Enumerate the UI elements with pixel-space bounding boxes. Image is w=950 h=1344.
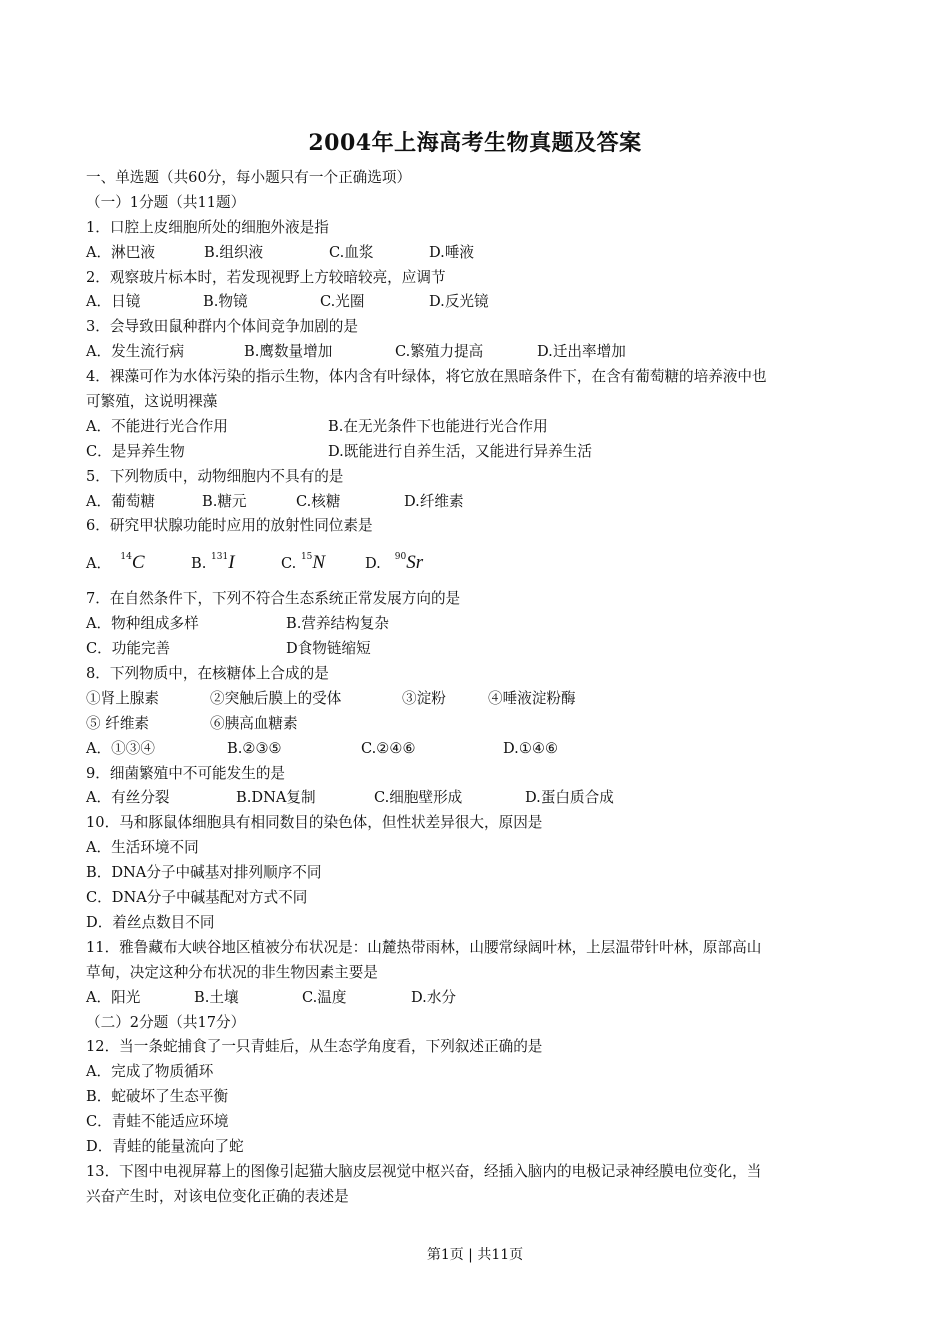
option-b: B.在无光条件下也能进行光合作用 <box>328 417 548 435</box>
option-b: B.土壤 <box>194 988 239 1006</box>
option-a: A．发生流行病 <box>86 343 185 361</box>
option-d: D．青蛙的能量流向了蛇 <box>86 1137 244 1155</box>
option-a: A．有丝分裂 <box>86 789 170 807</box>
question-11-options <box>86 986 876 1011</box>
option-b: B.②③⑤ <box>227 739 282 757</box>
part-heading: （二）2分题（共17分） <box>86 1013 246 1031</box>
mass-number: 131 <box>211 552 229 563</box>
option-b <box>191 552 281 574</box>
option-d: D.唾液 <box>429 243 475 261</box>
section-heading: 一、单选题（共60分，每小题只有一个正确选项） <box>86 169 412 186</box>
question-8-stem: 8．下列物质中，在核糖体上合成的是 <box>86 665 329 683</box>
item-3: ③淀粉 <box>402 689 446 707</box>
option-c: C.②④⑥ <box>361 739 416 757</box>
option-b-label: B. <box>191 555 207 573</box>
option-d: D.蛋白质合成 <box>525 789 614 807</box>
page-title: 2004年上海高考生物真题及答案 <box>308 130 642 156</box>
question-5-options <box>86 490 876 515</box>
option-c-label: C. <box>281 555 297 573</box>
item-4: ④唾液淀粉酶 <box>488 689 576 707</box>
option-a <box>86 552 191 574</box>
question-10-stem: 10．马和豚鼠体细胞具有相同数目的染色体，但性状差异很大，原因是 <box>86 814 543 832</box>
option-c: C.血浆 <box>329 243 374 261</box>
option-a: A．①③④ <box>86 739 155 757</box>
item-5: ⑤ 纤维素 <box>86 714 150 732</box>
option-a: A．日镜 <box>86 293 141 311</box>
option-c: C．DNA分子中碱基配对方式不同 <box>86 889 308 907</box>
question-9-stem: 9．细菌繁殖中不可能发生的是 <box>86 764 286 782</box>
question-4-options-ab <box>86 415 876 440</box>
question-7-stem: 7．在自然条件下，下列不符合生态系统正常发展方向的是 <box>86 590 461 608</box>
element-symbol: N <box>312 552 326 574</box>
option-c: C.光圈 <box>320 293 365 311</box>
element-symbol: C <box>131 552 145 574</box>
option-c: C．功能完善 <box>86 640 171 658</box>
question-4-options-cd <box>86 440 876 465</box>
option-a: A．阳光 <box>86 988 141 1006</box>
question-2-stem: 2．观察玻片标本时，若发现视野上方较暗较亮，应调节 <box>86 268 446 286</box>
page-number: 第1页 | 共11页 <box>426 1247 524 1263</box>
question-13-stem: 13．下图中电视屏幕上的图像引起猫大脑皮层视觉中枢兴奋，经插入脑内的电极记录神经膜电位变化，当 <box>86 1162 762 1180</box>
option-b: B.物镜 <box>203 293 248 311</box>
element-symbol: I <box>228 552 235 574</box>
question-8-items-1 <box>86 687 876 712</box>
question-2-options <box>86 290 876 315</box>
option-a: A．物种组成多样 <box>86 615 199 633</box>
option-a: A．完成了物质循环 <box>86 1063 214 1081</box>
question-7-options-cd <box>86 637 876 662</box>
option-b: B.糖元 <box>202 492 247 510</box>
mass-number: 90 <box>394 552 407 563</box>
mass-number: 14 <box>120 552 132 563</box>
option-b: B.DNA复制 <box>236 789 316 807</box>
question-11-stem: 11．雅鲁藏布大峡谷地区植被分布状况是：山麓热带雨林，山腰常绿阔叶林，上层温带针叶林，原部高山 <box>86 938 762 956</box>
mass-number: 15 <box>300 552 313 563</box>
option-b: B.营养结构复杂 <box>286 615 389 633</box>
option-c: C．青蛙不能适应环境 <box>86 1113 229 1131</box>
question-8-options <box>86 737 876 762</box>
option-b: B.鹰数量增加 <box>244 343 333 361</box>
option-b: B．DNA分子中碱基对排列顺序不同 <box>86 864 322 882</box>
part-heading: （一）1分题（共11题） <box>86 193 246 211</box>
option-b: B.组织液 <box>204 243 264 261</box>
option-c: C.细胞壁形成 <box>374 789 463 807</box>
question-4-stem-cont: 可繁殖，这说明裸藻 <box>86 393 218 411</box>
option-d <box>365 552 423 574</box>
option-d: D.既能进行自养生活，又能进行异养生活 <box>328 442 592 460</box>
option-b: B．蛇破坏了生态平衡 <box>86 1088 229 1106</box>
question-12-stem: 12．当一条蛇捕食了一只青蛙后，从生态学角度看，下列叙述正确的是 <box>86 1038 543 1056</box>
option-c <box>281 552 365 574</box>
option-d: D食物链缩短 <box>286 640 371 658</box>
option-d-label: D. <box>365 555 381 573</box>
question-3-options <box>86 340 876 365</box>
item-6: ⑥胰高血糖素 <box>210 714 298 732</box>
question-8-items-2 <box>86 712 876 737</box>
option-d: D.迁出率增加 <box>537 343 626 361</box>
option-a: A．淋巴液 <box>86 243 155 261</box>
question-1-stem: 1．口腔上皮细胞所处的细胞外液是指 <box>86 218 329 236</box>
option-d: D.①④⑥ <box>503 739 559 757</box>
option-c: C.核糖 <box>296 492 341 510</box>
option-c: C.温度 <box>302 988 347 1006</box>
question-9-options <box>86 786 876 811</box>
option-c: C.繁殖力提高 <box>395 343 484 361</box>
option-d: D.水分 <box>411 988 457 1006</box>
question-6-options <box>86 539 876 587</box>
question-7-options-ab <box>86 612 876 637</box>
item-2: ②突触后膜上的受体 <box>210 689 342 707</box>
exam-content <box>86 166 876 1210</box>
question-5-stem: 5．下列物质中，动物细胞内不具有的是 <box>86 467 344 485</box>
option-a: A．生活环境不同 <box>86 839 199 857</box>
option-d: D．着丝点数目不同 <box>86 913 215 931</box>
item-1: ①肾上腺素 <box>86 689 159 707</box>
question-3-stem: 3．会导致田鼠种群内个体间竞争加剧的是 <box>86 318 358 336</box>
question-4-stem: 4．裸藻可作为水体污染的指示生物，体内含有叶绿体，将它放在黑暗条件下，在含有葡萄糖的培养液中也 <box>86 368 767 386</box>
question-13-stem-cont: 兴奋产生时，对该电位变化正确的表述是 <box>86 1187 349 1205</box>
option-c: C．是异养生物 <box>86 442 185 460</box>
question-1-options <box>86 241 876 266</box>
option-a-label: A． <box>86 555 112 573</box>
option-d: D.纤维素 <box>404 492 464 510</box>
option-a: A．葡萄糖 <box>86 492 155 510</box>
option-a: A．不能进行光合作用 <box>86 417 228 435</box>
question-11-stem-cont: 草甸，决定这种分布状况的非生物因素主要是 <box>86 963 378 981</box>
element-symbol: Sr <box>406 552 424 574</box>
question-6-stem: 6．研究甲状腺功能时应用的放射性同位素是 <box>86 517 373 535</box>
option-d: D.反光镜 <box>429 293 489 311</box>
